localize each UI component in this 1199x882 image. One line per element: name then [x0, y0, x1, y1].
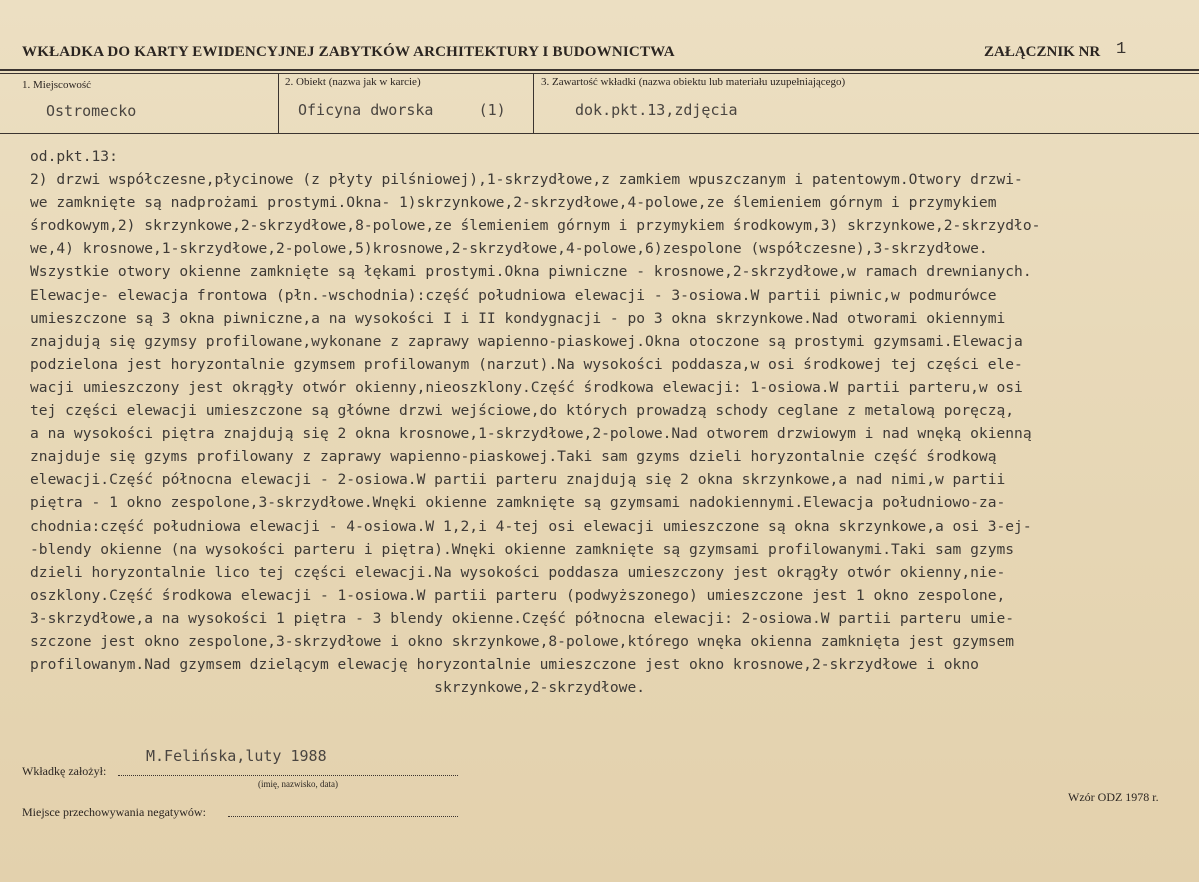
- body-line: wacji umieszczony jest okrągły otwór okienny,nieoszklony.Część środkowa elewacji: 1-osiowa.W partii parteru,w osi: [30, 378, 1023, 396]
- body-line: chodnia:część południowa elewacji - 4-osiowa.W 1,2,i 4-tej osi elewacji umieszczone są okna skrzynkowe,a osi 3-ej-: [30, 517, 1032, 535]
- body-line: 3-skrzydłowe,a na wysokości 1 piętra - 3 blendy okienne.Część północna elewacji: 2-osiowa.W partii parteru umie-: [30, 609, 1015, 627]
- body-line: umieszczone są 3 okna piwniczne,a na wysokości I i II kondygnacji - po 3 okna skrzynkowe.Nad otworami okiennymi: [30, 309, 1006, 327]
- body-line: tej części elewacji umieszczone są główne drzwi wejściowe,do których prowadzą schody ceglane z metalową poręczą,: [30, 402, 1015, 420]
- body-line: szczone jest okno zespolone,3-skrzydłowe i okno skrzynkowe,8-polowe,którego wnęka okienna zamknięta jest gzymsem: [30, 632, 1015, 650]
- body-line: skrzynkowe,2-skrzydłowe.: [30, 679, 646, 697]
- author-line: [118, 775, 458, 776]
- body-line: Elewacje- elewacja frontowa (płn.-wschodnia):część południowa elewacji - 3-osiowa.W partii piwnic,w podmurówce: [30, 286, 997, 304]
- body-line: dzieli horyzontalnie lico tej części elewacji.Na wysokości poddasza umieszczony jest okrągły otwór okienny,nie-: [30, 563, 1006, 581]
- content-label: 3. Zawartość wkładki (nazwa obiektu lub materiału uzupełniającego): [541, 76, 846, 88]
- locality-value: Ostromecko: [46, 102, 137, 120]
- body-line: od.pkt.13:: [30, 148, 118, 165]
- annex-label: ZAŁĄCZNIK NR: [984, 44, 1101, 60]
- field-divider-2: [533, 73, 534, 134]
- body-line: 2) drzwi współczesne,płycinowe (z płyty pilśniowej),1-skrzydłowe,z zamkiem wpuszczanym i patentowym.Otwory drzwi-: [30, 171, 1023, 189]
- object-label: 2. Obiekt (nazwa jak w karcie): [285, 76, 421, 88]
- object-value: Oficyna dworska (1): [298, 101, 506, 119]
- header-rule: [0, 69, 1199, 71]
- body-line: profilowanym.Nad gzymsem dzielącym elewację horyzontalnie umieszczone jest okno krosnowe,2-skrzydłowe i okno: [30, 656, 979, 674]
- locality-label: 1. Miejscowość: [22, 79, 92, 91]
- header-rule-thin: [0, 73, 1199, 74]
- description-body: [30, 145, 1195, 699]
- body-line: oszklony.Część środkowa elewacji - 1-osiowa.W partii parteru (podwyższonego) umieszczone jest 1 okno zespolone,: [30, 586, 1006, 604]
- card-title: WKŁADKA DO KARTY EWIDENCYJNEJ ZABYTKÓW ARCHITEKTURY I BUDOWNICTWA: [22, 44, 675, 60]
- body-line: piętra - 1 okno zespolone,3-skrzydłowe.Wnęki okienne zamknięte są gzymsami nadokiennymi.Elewacja południowo-za-: [30, 494, 1006, 512]
- body-line: we,4) krosnowe,1-skrzydłowe,2-polowe,5)krosnowe,2-skrzydłowe,4-polowe,6)zespolone (współczesne),3-skrzydłowe.: [30, 240, 988, 258]
- body-line: Wszystkie otwory okienne zamknięte są łękami prostymi.Okna piwniczne - krosnowe,2-skrzydłowe,w ramach drewnianych.: [30, 263, 1032, 281]
- body-line: podzielona jest horyzontalnie gzymsem profilowanym (narzut).Na wysokości poddasza,w osi środkowej tej części ele-: [30, 355, 1023, 373]
- body-line: -blendy okienne (na wysokości parteru i piętra).Wnęki okienne zamknięte są gzymsami profilowanymi.Taki sam gzyms: [30, 540, 1015, 558]
- form-code: Wzór ODZ 1978 r.: [1068, 790, 1159, 804]
- body-line: znajduje się gzyms profilowany z zaprawy wapienno-piaskowej.Taki sam gzyms dzieli horyzontalnie część środkową: [30, 448, 997, 466]
- body-line: środkowym,2) skrzynkowe,2-skrzydłowe,8-polowe,ze ślemieniem górnym i przymykiem środkowym,3) skrzynkowe,2-skrzydło-: [30, 217, 1041, 235]
- storage-line: [228, 816, 458, 817]
- author-hint: (imię, nazwisko, data): [258, 779, 338, 789]
- field-divider-1: [278, 73, 279, 134]
- body-line: elewacji.Część północna elewacji - 2-osiowa.W partii parteru znajdują się 2 okna skrzynkowe,a nad nimi,w partii: [30, 471, 1006, 489]
- body-line: we zamknięte są nadprożami prostymi.Okna- 1)skrzynkowe,2-skrzydłowe,4-polowe,ze ślemieniem górnym i przymykiem: [30, 194, 997, 212]
- body-line: a na wysokości piętra znajdują się 2 okna krosnowe,1-skrzydłowe,2-polowe.Nad otworem drzwiowym i nad wnęką okienną: [30, 425, 1032, 443]
- author-value: M.Felińska,luty 1988: [146, 747, 327, 765]
- author-label: Wkładkę założył:: [22, 764, 107, 778]
- storage-label: Miejsce przechowywania negatywów:: [22, 805, 206, 819]
- annex-number: 1: [1116, 40, 1127, 59]
- content-value: dok.pkt.13,zdjęcia: [575, 101, 738, 119]
- fields-bottom-rule: [0, 133, 1199, 134]
- body-line: znajdują się gzymsy profilowane,wykonane z zaprawy wapienno-piaskowej.Okna otoczone są prostymi gzymsami.Elewacja: [30, 332, 1023, 350]
